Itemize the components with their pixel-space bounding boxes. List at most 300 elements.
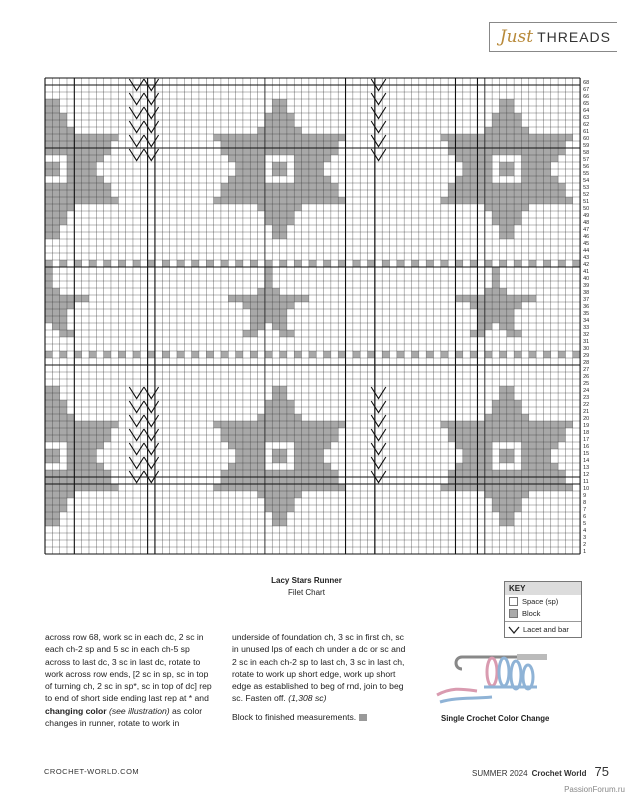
block-cell bbox=[52, 127, 59, 134]
block-cell bbox=[309, 134, 316, 141]
block-cell bbox=[492, 414, 499, 421]
block-cell bbox=[302, 141, 309, 148]
block-cell bbox=[331, 470, 338, 477]
block-cell bbox=[272, 211, 279, 218]
block-cell bbox=[45, 470, 52, 477]
block-cell bbox=[543, 470, 550, 477]
block-cell bbox=[463, 169, 470, 176]
block-cell bbox=[543, 141, 550, 148]
block-cell bbox=[287, 421, 294, 428]
block-cell bbox=[302, 435, 309, 442]
block-cell bbox=[89, 176, 96, 183]
block-cell bbox=[89, 477, 96, 484]
block-cell bbox=[448, 141, 455, 148]
block-cell bbox=[228, 470, 235, 477]
block-cell bbox=[45, 302, 52, 309]
block-cell bbox=[74, 484, 81, 491]
block-cell bbox=[89, 141, 96, 148]
block-cell bbox=[287, 330, 294, 337]
block-cell bbox=[221, 435, 228, 442]
block-cell bbox=[441, 134, 448, 141]
block-cell bbox=[543, 456, 550, 463]
color-change-illustration bbox=[432, 647, 552, 709]
block-cell bbox=[441, 421, 448, 428]
block-cell bbox=[316, 141, 323, 148]
block-cell bbox=[265, 414, 272, 421]
footer-magazine: Crochet World bbox=[531, 769, 587, 778]
block-cell bbox=[463, 162, 470, 169]
block-cell bbox=[52, 162, 59, 169]
block-cell bbox=[287, 295, 294, 302]
block-cell bbox=[463, 197, 470, 204]
block-cell bbox=[236, 169, 243, 176]
block-cell bbox=[514, 295, 521, 302]
block-cell bbox=[536, 449, 543, 456]
block-cell bbox=[507, 211, 514, 218]
block-cell bbox=[543, 169, 550, 176]
block-cell bbox=[514, 211, 521, 218]
block-cell bbox=[74, 295, 81, 302]
block-cell bbox=[463, 477, 470, 484]
block-cell bbox=[543, 435, 550, 442]
block-cell bbox=[485, 309, 492, 316]
block-cell bbox=[529, 260, 536, 267]
block-cell bbox=[280, 225, 287, 232]
block-cell bbox=[558, 428, 565, 435]
block-cell bbox=[45, 491, 52, 498]
block-cell bbox=[82, 190, 89, 197]
block-cell bbox=[294, 176, 301, 183]
block-cell bbox=[52, 456, 59, 463]
block-cell bbox=[368, 260, 375, 267]
block-cell bbox=[243, 176, 250, 183]
block-cell bbox=[96, 148, 103, 155]
block-cell bbox=[280, 449, 287, 456]
block-cell bbox=[265, 141, 272, 148]
block-cell bbox=[52, 512, 59, 519]
block-cell bbox=[52, 134, 59, 141]
block-cell bbox=[221, 141, 228, 148]
block-cell bbox=[558, 470, 565, 477]
block-cell bbox=[521, 190, 528, 197]
block-cell bbox=[294, 456, 301, 463]
block-cell bbox=[96, 477, 103, 484]
block-cell bbox=[324, 428, 331, 435]
row-label: 15 bbox=[583, 451, 590, 457]
block-cell bbox=[316, 442, 323, 449]
block-cell bbox=[499, 309, 506, 316]
block-cell bbox=[60, 218, 67, 225]
block-cell bbox=[67, 302, 74, 309]
row-label: 11 bbox=[583, 479, 589, 485]
block-cell bbox=[162, 351, 169, 358]
block-cell bbox=[74, 183, 81, 190]
block-cell bbox=[265, 435, 272, 442]
block-cell bbox=[45, 232, 52, 239]
lacet-mark bbox=[144, 429, 159, 441]
block-cell bbox=[485, 155, 492, 162]
block-cell bbox=[455, 470, 462, 477]
block-cell bbox=[228, 148, 235, 155]
block-cell bbox=[287, 211, 294, 218]
block-cell bbox=[302, 197, 309, 204]
block-cell bbox=[82, 463, 89, 470]
block-cell bbox=[441, 260, 448, 267]
block-cell bbox=[280, 393, 287, 400]
block-cell bbox=[324, 435, 331, 442]
block-cell bbox=[499, 470, 506, 477]
block-cell bbox=[514, 407, 521, 414]
block-cell bbox=[463, 148, 470, 155]
block-cell bbox=[338, 351, 345, 358]
block-cell bbox=[470, 141, 477, 148]
block-cell bbox=[250, 456, 257, 463]
block-cell bbox=[558, 477, 565, 484]
block-cell bbox=[455, 176, 462, 183]
block-cell bbox=[272, 407, 279, 414]
block-cell bbox=[206, 351, 213, 358]
block-cell bbox=[514, 428, 521, 435]
block-cell bbox=[485, 463, 492, 470]
block-cell bbox=[250, 183, 257, 190]
block-cell bbox=[324, 197, 331, 204]
block-cell bbox=[448, 421, 455, 428]
block-cell bbox=[455, 148, 462, 155]
block-cell bbox=[250, 260, 257, 267]
block-cell bbox=[52, 302, 59, 309]
block-cell bbox=[448, 197, 455, 204]
block-cell bbox=[412, 351, 419, 358]
lacet-mark bbox=[371, 443, 386, 455]
key-item-block: Block bbox=[505, 607, 581, 619]
block-cell bbox=[499, 106, 506, 113]
block-cell bbox=[521, 162, 528, 169]
block-cell bbox=[521, 477, 528, 484]
block-cell bbox=[455, 463, 462, 470]
block-cell bbox=[52, 519, 59, 526]
block-cell bbox=[74, 162, 81, 169]
block-cell bbox=[551, 183, 558, 190]
block-cell bbox=[250, 162, 257, 169]
block-cell bbox=[74, 176, 81, 183]
block-cell bbox=[485, 449, 492, 456]
block-cell bbox=[280, 232, 287, 239]
block-cell bbox=[485, 442, 492, 449]
block-cell bbox=[470, 435, 477, 442]
block-cell bbox=[499, 456, 506, 463]
block-cell bbox=[104, 484, 111, 491]
block-cell bbox=[536, 134, 543, 141]
block-cell bbox=[338, 484, 345, 491]
block-cell bbox=[272, 512, 279, 519]
block-cell bbox=[104, 477, 111, 484]
block-cell bbox=[228, 428, 235, 435]
block-cell bbox=[221, 134, 228, 141]
block-cell bbox=[507, 148, 514, 155]
block-cell bbox=[485, 204, 492, 211]
block-cell bbox=[294, 484, 301, 491]
block-cell bbox=[543, 197, 550, 204]
lacet-mark bbox=[129, 457, 144, 469]
block-cell bbox=[507, 519, 514, 526]
block-cell bbox=[243, 421, 250, 428]
block-cell bbox=[477, 442, 484, 449]
block-cell bbox=[470, 330, 477, 337]
block-cell bbox=[82, 456, 89, 463]
block-cell bbox=[265, 288, 272, 295]
block-cell bbox=[272, 505, 279, 512]
block-cell bbox=[272, 386, 279, 393]
block-cell bbox=[67, 204, 74, 211]
block-cell bbox=[294, 470, 301, 477]
block-cell bbox=[287, 428, 294, 435]
block-cell bbox=[228, 190, 235, 197]
block-cell bbox=[294, 477, 301, 484]
block-cell bbox=[250, 155, 257, 162]
instructions-text-2: underside of foundation ch, 3 sc in first ch, sc in unused lps of each ch under a dc or sc and 2 sc in each ch-2 sp to last ch, 3 sc in last ch, rotate to work up short edge, work up short edge as established to beg of rnd, join to beg sc. Fasten off. (1,308 sc) bbox=[232, 632, 406, 704]
block-cell bbox=[536, 470, 543, 477]
block-cell bbox=[470, 155, 477, 162]
block-cell bbox=[280, 99, 287, 106]
block-cell bbox=[309, 260, 316, 267]
block-cell bbox=[529, 449, 536, 456]
block-cell bbox=[60, 120, 67, 127]
block-cell bbox=[45, 225, 52, 232]
block-cell bbox=[294, 442, 301, 449]
block-cell bbox=[294, 148, 301, 155]
block-cell bbox=[52, 99, 59, 106]
block-cell bbox=[492, 204, 499, 211]
block-cell bbox=[60, 316, 67, 323]
block-cell bbox=[536, 141, 543, 148]
block-cell bbox=[258, 442, 265, 449]
block-cell bbox=[507, 449, 514, 456]
block-cell bbox=[477, 148, 484, 155]
block-cell bbox=[521, 421, 528, 428]
block-cell bbox=[499, 197, 506, 204]
block-cell bbox=[74, 435, 81, 442]
block-cell bbox=[521, 169, 528, 176]
block-cell bbox=[485, 162, 492, 169]
block-cell bbox=[258, 316, 265, 323]
instructions-col-2 bbox=[232, 631, 410, 723]
block-cell bbox=[331, 477, 338, 484]
block-cell bbox=[177, 351, 184, 358]
block-cell bbox=[272, 428, 279, 435]
block-cell bbox=[529, 428, 536, 435]
block-cell bbox=[250, 134, 257, 141]
block-cell bbox=[521, 449, 528, 456]
block-cell bbox=[477, 176, 484, 183]
block-cell bbox=[324, 176, 331, 183]
block-cell bbox=[492, 421, 499, 428]
block-cell bbox=[228, 435, 235, 442]
block-cell bbox=[45, 148, 52, 155]
block-cell bbox=[265, 477, 272, 484]
row-label: 1 bbox=[583, 549, 587, 555]
block-cell bbox=[280, 211, 287, 218]
row-label: 37 bbox=[583, 297, 590, 303]
row-label: 18 bbox=[583, 430, 590, 436]
lacet-mark bbox=[371, 107, 386, 119]
block-cell bbox=[521, 491, 528, 498]
block-cell bbox=[280, 484, 287, 491]
block-cell bbox=[331, 134, 338, 141]
block-cell bbox=[265, 281, 272, 288]
block-cell bbox=[448, 134, 455, 141]
block-cell bbox=[272, 323, 279, 330]
block-cell bbox=[236, 134, 243, 141]
block-cell bbox=[338, 134, 345, 141]
block-cell bbox=[236, 141, 243, 148]
block-cell bbox=[45, 162, 52, 169]
block-cell bbox=[455, 197, 462, 204]
block-cell bbox=[492, 295, 499, 302]
block-cell bbox=[60, 211, 67, 218]
block-cell bbox=[265, 127, 272, 134]
block-cell bbox=[258, 169, 265, 176]
block-cell bbox=[470, 190, 477, 197]
block-cell bbox=[529, 484, 536, 491]
block-cell bbox=[221, 183, 228, 190]
block-cell bbox=[287, 414, 294, 421]
block-cell bbox=[448, 477, 455, 484]
block-cell bbox=[243, 477, 250, 484]
block-cell bbox=[463, 449, 470, 456]
block-cell bbox=[67, 477, 74, 484]
block-cell bbox=[543, 190, 550, 197]
block-cell bbox=[309, 176, 316, 183]
block-cell bbox=[96, 484, 103, 491]
block-cell bbox=[499, 484, 506, 491]
block-cell bbox=[455, 428, 462, 435]
block-cell bbox=[368, 351, 375, 358]
block-cell bbox=[258, 155, 265, 162]
block-cell bbox=[243, 456, 250, 463]
block-cell bbox=[536, 421, 543, 428]
block-cell bbox=[60, 302, 67, 309]
block-cell bbox=[514, 421, 521, 428]
block-cell bbox=[206, 260, 213, 267]
block-cell bbox=[45, 260, 52, 267]
block-cell bbox=[543, 351, 550, 358]
block-cell bbox=[236, 197, 243, 204]
block-cell bbox=[536, 190, 543, 197]
block-cell bbox=[272, 204, 279, 211]
row-label: 5 bbox=[583, 521, 587, 527]
block-cell bbox=[558, 190, 565, 197]
block-cell bbox=[309, 428, 316, 435]
block-cell bbox=[45, 218, 52, 225]
block-cell bbox=[272, 393, 279, 400]
lacet-mark bbox=[129, 429, 144, 441]
row-label: 2 bbox=[583, 542, 587, 548]
block-cell bbox=[96, 183, 103, 190]
block-cell bbox=[551, 148, 558, 155]
lacet-mark bbox=[129, 149, 144, 161]
block-cell bbox=[521, 470, 528, 477]
block-cell bbox=[280, 456, 287, 463]
block-cell bbox=[280, 505, 287, 512]
block-cell bbox=[250, 169, 257, 176]
block-cell bbox=[265, 113, 272, 120]
block-cell bbox=[272, 309, 279, 316]
block-cell bbox=[60, 400, 67, 407]
row-label: 35 bbox=[583, 311, 590, 317]
block-cell bbox=[74, 463, 81, 470]
block-cell bbox=[60, 470, 67, 477]
block-cell bbox=[272, 218, 279, 225]
lacet-mark bbox=[129, 107, 144, 119]
block-cell bbox=[60, 190, 67, 197]
block-cell bbox=[265, 484, 272, 491]
block-cell bbox=[52, 225, 59, 232]
block-cell bbox=[492, 484, 499, 491]
block-cell bbox=[492, 477, 499, 484]
block-cell bbox=[111, 134, 118, 141]
block-cell bbox=[280, 414, 287, 421]
block-cell bbox=[485, 456, 492, 463]
block-cell bbox=[96, 141, 103, 148]
block-cell bbox=[89, 456, 96, 463]
block-cell bbox=[280, 302, 287, 309]
block-cell bbox=[258, 491, 265, 498]
block-cell bbox=[89, 183, 96, 190]
block-cell bbox=[514, 127, 521, 134]
block-cell bbox=[228, 141, 235, 148]
block-cell bbox=[294, 183, 301, 190]
lacet-mark bbox=[144, 93, 159, 105]
block-cell bbox=[104, 435, 111, 442]
block-cell bbox=[243, 470, 250, 477]
chart-title: Lacy Stars Runner bbox=[271, 576, 342, 585]
block-cell bbox=[463, 421, 470, 428]
block-cell bbox=[89, 169, 96, 176]
block-cell bbox=[514, 400, 521, 407]
block-cell bbox=[485, 470, 492, 477]
block-cell bbox=[514, 470, 521, 477]
block-cell bbox=[60, 295, 67, 302]
block-cell bbox=[397, 260, 404, 267]
block-cell bbox=[82, 428, 89, 435]
row-label: 46 bbox=[583, 234, 590, 240]
block-cell bbox=[514, 484, 521, 491]
block-cell bbox=[148, 351, 155, 358]
block-cell bbox=[499, 302, 506, 309]
block-cell bbox=[316, 456, 323, 463]
block-cell bbox=[309, 183, 316, 190]
block-cell bbox=[52, 141, 59, 148]
block-cell bbox=[258, 141, 265, 148]
block-cell bbox=[514, 302, 521, 309]
block-cell bbox=[316, 155, 323, 162]
block-cell bbox=[60, 309, 67, 316]
block-cell bbox=[236, 428, 243, 435]
block-cell bbox=[243, 148, 250, 155]
block-cell bbox=[272, 470, 279, 477]
block-cell bbox=[324, 442, 331, 449]
block-cell bbox=[265, 505, 272, 512]
block-cell bbox=[60, 351, 67, 358]
block-cell bbox=[507, 99, 514, 106]
block-cell bbox=[536, 148, 543, 155]
block-cell bbox=[272, 127, 279, 134]
block-cell bbox=[499, 407, 506, 414]
block-cell bbox=[272, 134, 279, 141]
lacet-mark bbox=[371, 429, 386, 441]
block-cell bbox=[74, 351, 81, 358]
block-cell bbox=[45, 190, 52, 197]
